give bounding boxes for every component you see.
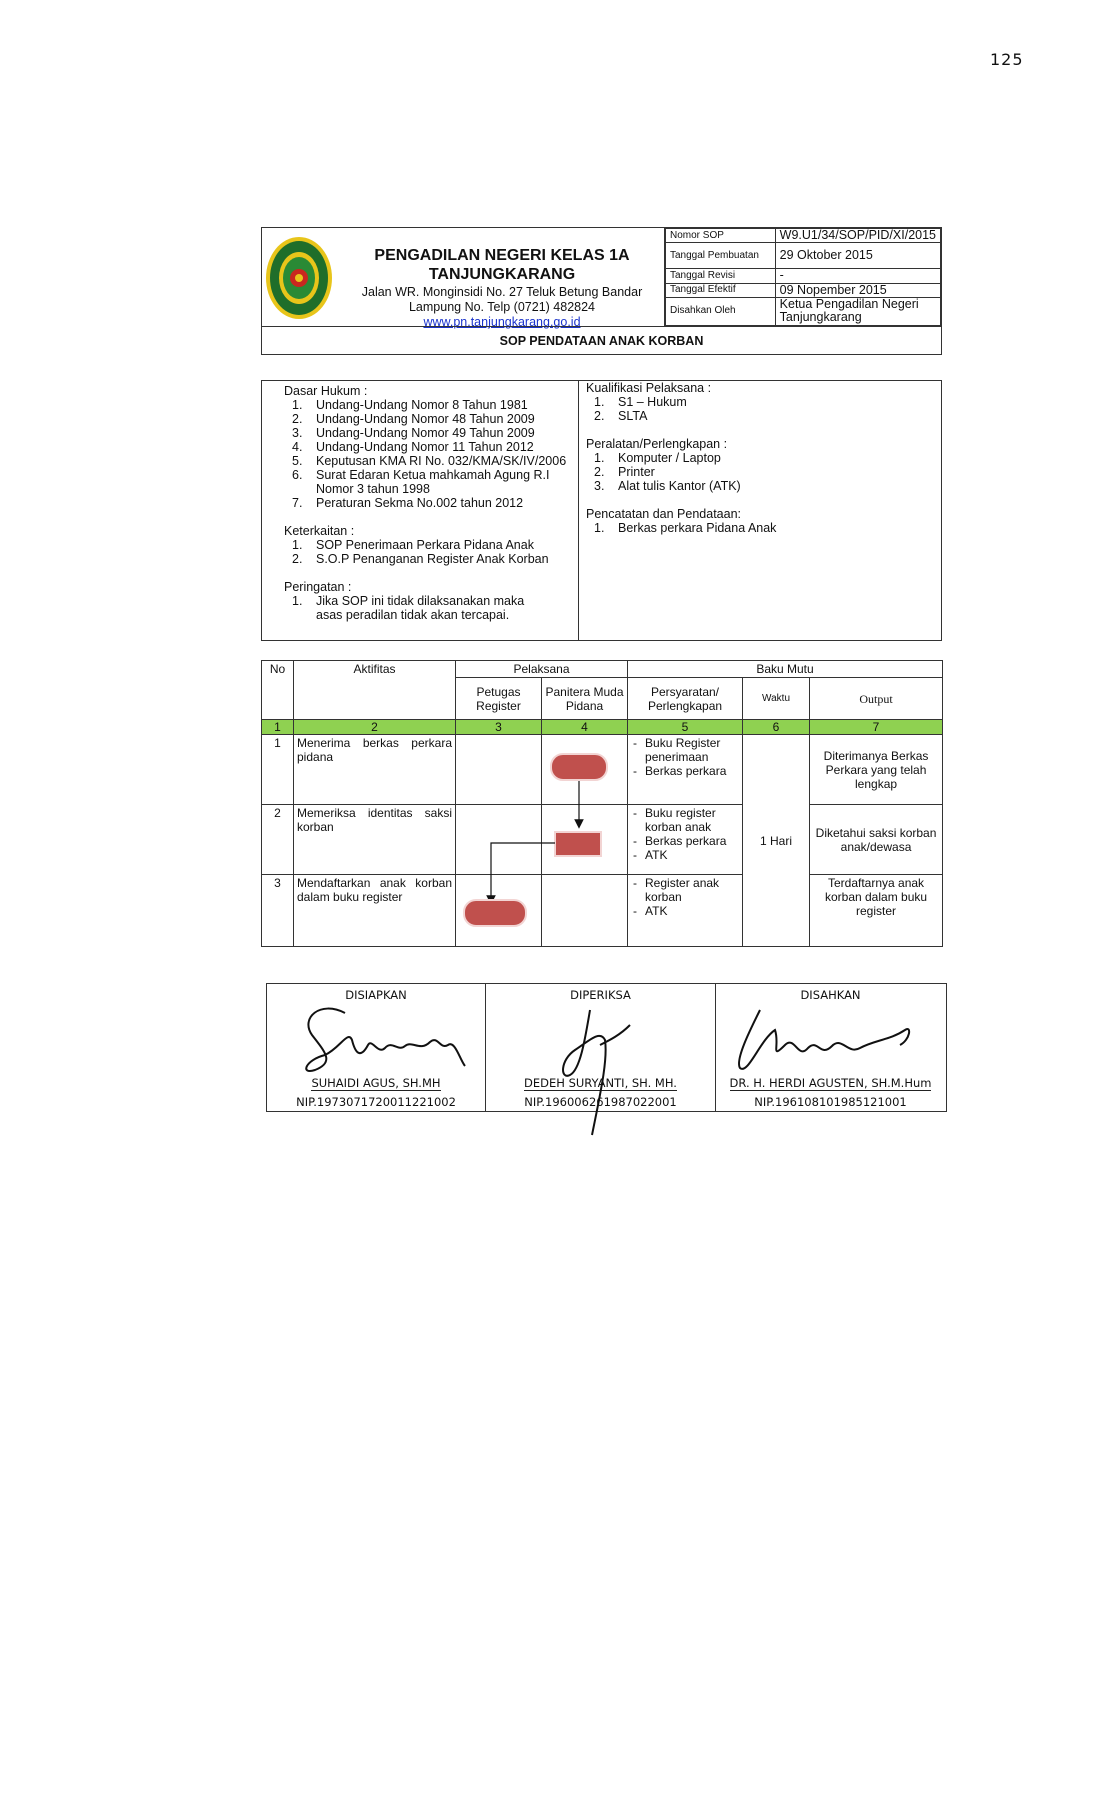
signature-nip: NIP.196108101985121001 — [754, 1095, 907, 1109]
row-no: 3 — [262, 875, 294, 947]
column-number: 3 — [456, 720, 542, 735]
column-number: 2 — [294, 720, 456, 735]
waktu-value: 1 Hari — [743, 735, 810, 947]
meta-key: Tanggal Pembuatan — [666, 243, 776, 269]
meta-key: Disahkan Oleh — [666, 297, 776, 325]
header-waktu: Waktu — [743, 678, 810, 720]
peralatan-title: Peralatan/Perlengkapan : — [586, 437, 728, 451]
cell-panitera — [542, 735, 628, 805]
legal-right-column — [579, 381, 941, 640]
row-persyaratan: - Buku Register penerimaan - Berkas perkara — [628, 735, 743, 805]
cell-petugas — [456, 875, 542, 947]
row-persyaratan: - Buku register korban anak - Berkas perkara - ATK — [628, 805, 743, 875]
meta-value: 09 Nopember 2015 — [775, 283, 940, 297]
cell-petugas — [456, 735, 542, 805]
table-row — [262, 805, 943, 875]
meta-value: - — [775, 269, 940, 283]
sop-title: SOP PENDATAAN ANAK KORBAN — [262, 326, 941, 354]
table-row — [262, 875, 943, 947]
header-pelaksana: Pelaksana — [456, 661, 628, 678]
row-persyaratan: - Register anak korban - ATK — [628, 875, 743, 947]
meta-value: Ketua Pengadilan Negeri Tanjungkarang — [775, 297, 940, 325]
row-output: Terdaftarnya anak korban dalam buku register — [810, 875, 943, 947]
row-output: Diterimanya Berkas Perkara yang telah lengkap — [810, 735, 943, 805]
row-no: 1 — [262, 735, 294, 805]
header-persyaratan: Persyaratan/ Perlengkapan — [628, 678, 743, 720]
signature-name: DEDEH SURYANTI, SH. MH. — [524, 1076, 677, 1090]
keterkaitan-title: Keterkaitan : — [284, 524, 355, 538]
legal-left-column — [262, 381, 579, 640]
list-item: 1. S1 – Hukum — [594, 395, 687, 409]
org-name-line2: TANJUNGKARANG — [428, 266, 576, 283]
column-number: 5 — [628, 720, 743, 735]
signature-nip: NIP.196006261987022001 — [524, 1095, 677, 1109]
header-baku-mutu: Baku Mutu — [628, 661, 943, 678]
row-output: Diketahui saksi korban anak/dewasa — [810, 805, 943, 875]
meta-value: W9.U1/34/SOP/PID/XI/2015 — [775, 229, 940, 243]
meta-key: Tanggal Revisi — [666, 269, 776, 283]
row-aktifitas: Menerima berkas perkara pidana — [294, 735, 456, 805]
list-item: 2. SLTA — [594, 409, 648, 423]
cell-panitera — [542, 805, 628, 875]
list-item: 6. Surat Edaran Ketua mahkamah Agung R.I Nomor 3 tahun 1998 — [292, 468, 550, 496]
list-item: 1. Komputer / Laptop — [594, 451, 721, 465]
pencatatan-title: Pencatatan dan Pendataan: — [586, 507, 741, 521]
list-item: 3. Alat tulis Kantor (ATK) — [594, 479, 741, 493]
list-item: 1. SOP Penerimaan Perkara Pidana Anak — [292, 538, 534, 552]
list-item: 1. Undang-Undang Nomor 8 Tahun 1981 — [292, 398, 528, 412]
court-emblem-logo — [265, 236, 333, 320]
list-item: 1. Berkas perkara Pidana Anak — [594, 521, 777, 535]
activity-table — [261, 660, 943, 947]
header-output: Output — [810, 678, 943, 720]
meta-key: Tanggal Efektif — [666, 283, 776, 297]
list-item: 1. Jika SOP ini tidak dilaksanakan maka asas peradilan tidak akan tercapai. — [292, 594, 525, 622]
address-line2: Lampung No. Telp (0721) 482824 — [408, 300, 596, 314]
sop-header — [261, 227, 942, 355]
column-number: 6 — [743, 720, 810, 735]
column-number: 7 — [810, 720, 943, 735]
signature-block — [266, 983, 947, 1112]
row-aktifitas: Memeriksa identitas saksi korban — [294, 805, 456, 875]
list-item: 7. Peraturan Sekma No.002 tahun 2012 — [292, 496, 524, 510]
signature-disahkan — [715, 984, 945, 1111]
column-number: 4 — [542, 720, 628, 735]
header-aktifitas: Aktifitas — [294, 661, 456, 720]
header-panitera-muda: Panitera Muda Pidana — [542, 678, 628, 720]
sop-meta-table — [665, 228, 941, 326]
list-item: 3. Undang-Undang Nomor 49 Tahun 2009 — [292, 426, 535, 440]
meta-key: Nomor SOP — [666, 229, 776, 243]
signature-nip: NIP.197307172001122100​2 — [296, 1095, 456, 1109]
page-number: 125 — [990, 50, 1024, 69]
header-no: No — [262, 661, 294, 720]
institution-block — [262, 228, 665, 329]
address-line1: Jalan WR. Monginsidi No. 27 Teluk Betung Bandar — [361, 285, 643, 299]
table-row — [262, 735, 943, 805]
header-petugas-register: Petugas Register — [456, 678, 542, 720]
meta-value: 29 Oktober 2015 — [775, 243, 940, 269]
signature-name: SUHAIDI AGUS, SH.MH — [311, 1076, 441, 1090]
legal-basis-block — [261, 380, 942, 641]
signature-role: DIPERIKSA — [570, 988, 631, 1002]
website-link[interactable]: www.pn.tanjungkarang.go.id — [423, 315, 581, 329]
org-name-line1: PENGADILAN NEGERI KELAS 1A — [374, 247, 630, 264]
signature-diperiksa — [485, 984, 715, 1111]
cell-petugas — [456, 805, 542, 875]
row-aktifitas: Mendaftarkan anak korban dalam buku register — [294, 875, 456, 947]
kualifikasi-title: Kualifikasi Pelaksana : — [586, 381, 712, 395]
list-item: 5. Keputusan KMA RI No. 032/KMA/SK/IV/2006 — [292, 454, 567, 468]
row-no: 2 — [262, 805, 294, 875]
list-item: 2. Printer — [594, 465, 655, 479]
peringatan-title: Peringatan : — [284, 580, 352, 594]
list-item: 4. Undang-Undang Nomor 11 Tahun 2012 — [292, 440, 534, 454]
list-item: 2. Undang-Undang Nomor 48 Tahun 2009 — [292, 412, 535, 426]
dasar-hukum-title: Dasar Hukum : — [284, 384, 368, 398]
signature-name: DR. H. HERDI AGUSTEN, SH.M.Hum — [729, 1076, 932, 1090]
list-item: 2. S.O.P Penanganan Register Anak Korban — [292, 552, 549, 566]
cell-panitera — [542, 875, 628, 947]
signature-role: DISAHKAN — [800, 988, 861, 1002]
column-number: 1 — [262, 720, 294, 735]
signature-disiapkan — [267, 984, 485, 1111]
signature-role: DISIAPKAN — [345, 988, 407, 1002]
